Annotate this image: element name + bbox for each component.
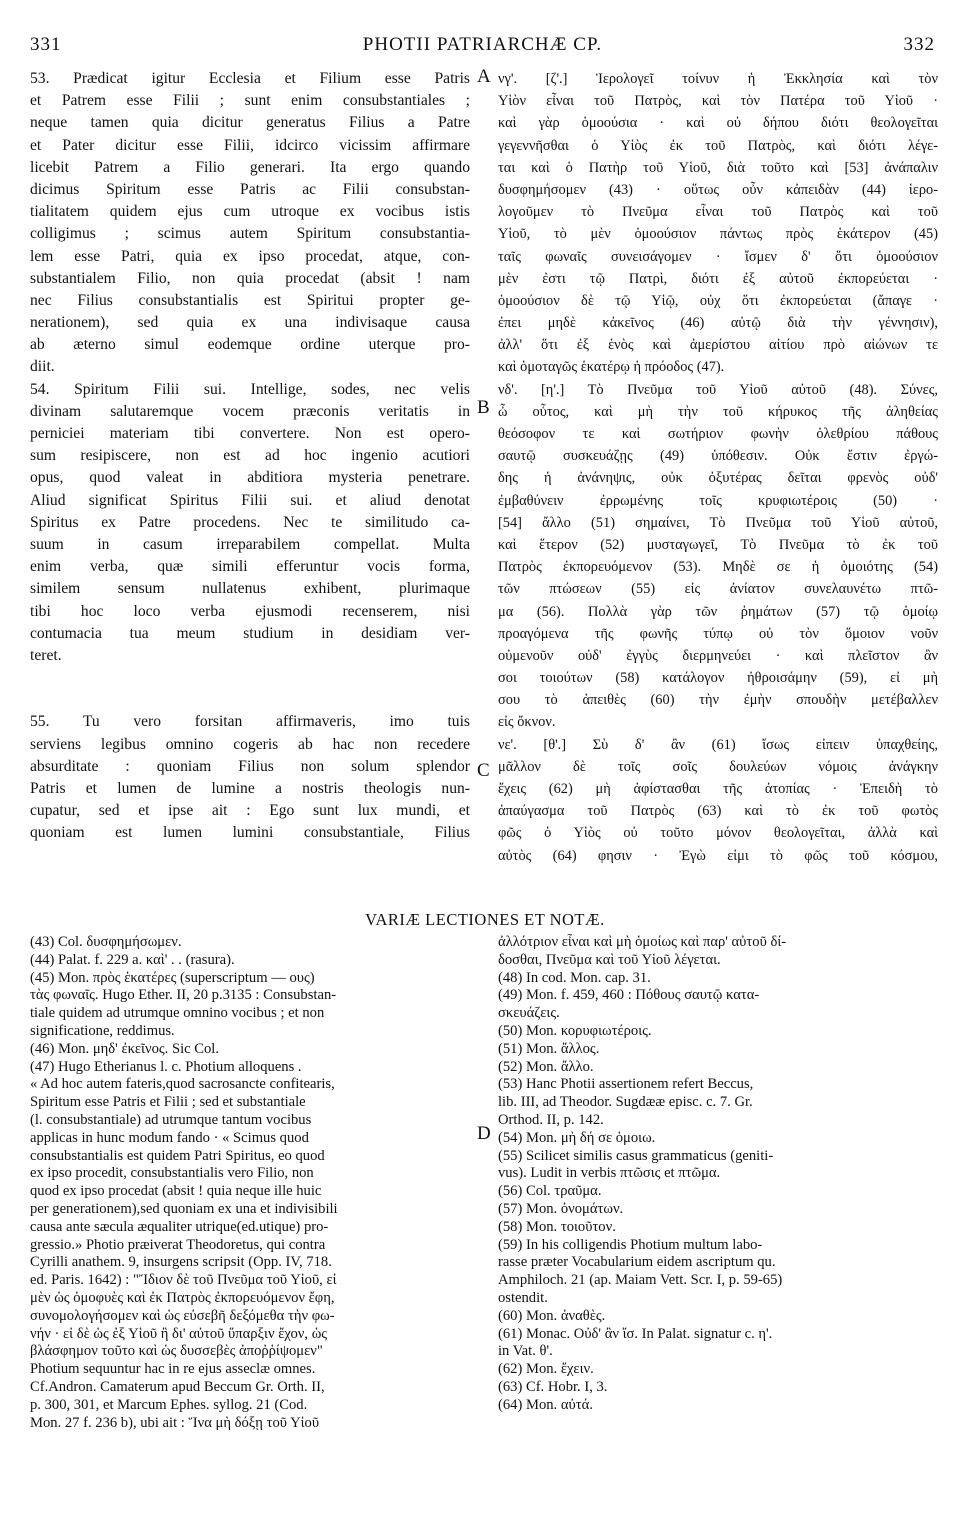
- text-line: neque tamen quia dicitur generatus Filius a Patre: [30, 114, 470, 132]
- text-line: (55) Scilicet similis casus grammaticus (geniti-: [498, 1147, 774, 1164]
- text-line: (51) Mon. ἄλλος.: [498, 1040, 600, 1057]
- text-line: μὲν ἐστι τῷ Πατρὶ, διότι ἐξ αὐτοῦ ἐκπορεύεται ·: [498, 270, 938, 287]
- text-line: ed. Paris. 1642) : "Ἴδιον δὲ τοῦ Πνεῦμα τοῦ Υἱοῦ, εἰ: [30, 1272, 337, 1289]
- text-line: [30, 667, 470, 689]
- text-line: συνομολογήσομεν καὶ ὡς εὐσεβῆ δεξόμεθα τὴν φω-: [30, 1307, 335, 1324]
- text-line: (52) Mon. ἄλλο.: [498, 1058, 594, 1075]
- text-line: opus, quod valeat in abditiora mysteria penetrare.: [30, 469, 470, 487]
- text-line: τῶν πτώσεων (55) εἰς ἀνίατον συνελαυνέτω πτῶ-: [498, 581, 938, 598]
- section-marker-b: B: [477, 397, 490, 418]
- text-line: (62) Mon. ἔχειν.: [498, 1361, 594, 1378]
- text-line: οὐμενοῦν οὐδ' ἐγγὺς διερμηνεύει · καὶ πλεῖστον ἂν: [498, 647, 938, 664]
- section-marker-d: D: [477, 1123, 491, 1144]
- text-line: tialitatem quidem ejus cum utroque ex vocibus istis: [30, 203, 470, 221]
- text-line: ex ipso procedit, consubstantialis vero Filio, non: [30, 1165, 314, 1182]
- text-line: Aliud significat Spiritus Filii sui. et aliud denotat: [30, 491, 470, 509]
- page-number-left: 331: [30, 34, 62, 55]
- text-line: σκευάζεις.: [498, 1005, 560, 1022]
- text-line: lib. III, ad Theodor. Sugdææ episc. c. 7. Gr.: [498, 1094, 753, 1111]
- text-line: καὶ ἕτερον (52) μυσταγωγεῖ, Τὸ Πνεῦμα τὸ ἐκ τοῦ: [498, 536, 938, 553]
- text-line: suum in casum irreparabilem compellat. Multa: [30, 535, 470, 553]
- text-line: serviens legibus omnino cogeris ab hac non recedere: [30, 735, 470, 753]
- text-line: σου τὸ ἀπειθὲς (60) τὴν ἐμὴν σπουδὴν μετέβαλλεν: [498, 692, 938, 709]
- text-line: ταῖς φωναῖς συνεισάγομεν · ἴσμεν δ' ὅτι ὁμοούσιον: [498, 248, 938, 265]
- text-line: [54] ἄλλο (51) σημαίνει, Τὸ Πνεῦμα τοῦ Υἱοῦ αὐτοῦ,: [498, 514, 938, 531]
- text-line: δυσφημήσομεν (43) · οὕτως οὖν κἀπειδὰν (44) ἱερο-: [498, 181, 938, 198]
- text-line: (43) Col. δυσφημήσωμεν.: [30, 934, 182, 950]
- text-line: absurditate : quoniam Filius non solum splendor: [30, 757, 470, 775]
- text-line: (49) Mon. f. 459, 460 : Πόθους σαυτῷ κατα-: [498, 987, 760, 1004]
- text-line: βλάσφημον τοῦτο καὶ ὡς δυσσεβὲς ἀποῤῥίψομεν": [30, 1343, 323, 1360]
- text-line: sum resipiscere, non est ad hoc ingenio acutiori: [30, 447, 470, 465]
- text-line: ὦ οὗτος, καὶ μὴ τὴν τοῦ κήρυκος τῆς ἀληθείας: [498, 403, 938, 420]
- text-line: [30, 689, 470, 711]
- notes-title: VARIÆ LECTIONES ET NOTÆ.: [365, 910, 605, 929]
- section-marker-c: C: [477, 760, 490, 781]
- text-line: προαγόμενα τῆς φωνῆς τύπῳ οὐ τὸν ὅμοιον νοῦν: [498, 625, 938, 642]
- text-line: ostendit.: [498, 1289, 548, 1306]
- text-line: σοι τοιούτων (58) κατάλογον ἠθροισάμην (59), εἰ μὴ: [498, 670, 938, 687]
- text-line: nec Filius consubstantialis est Spiritui propter ge-: [30, 291, 470, 309]
- text-line: licebit Patrem a Filio generari. Ita ergo quando: [30, 158, 470, 176]
- text-line: quod ex ipso procedat (absit ! quia neque ille huic: [30, 1183, 322, 1200]
- text-line: Amphiloch. 21 (ap. Maiam Vett. Scr. I, p. 59-65): [498, 1272, 783, 1289]
- text-line: (60) Mon. ἀναθὲς.: [498, 1307, 606, 1324]
- text-line: αὐτὸς (64) φησιν · Ἐγὼ εἰμι τὸ φῶς τοῦ κόσμου,: [498, 847, 938, 864]
- text-line: (50) Mon. κορυφιωτέροις.: [498, 1022, 652, 1039]
- text-line: ἀλλ' ὅτι ἐξ ἑνὸς καὶ ἀμερίστου αἰτίου πρὸ αἰώνων τε: [498, 337, 938, 354]
- text-line: εἰς ὄκνον.: [498, 714, 556, 731]
- text-line: καὶ γὰρ ὁμοούσια · καὶ οὐ δήπου διότι θεολογεῖται: [498, 115, 938, 132]
- text-line: Spiritum esse Patris et Filii ; sed et substantiale: [30, 1094, 306, 1111]
- text-line: « Ad hoc autem fateris,quod sacrosancte confitearis,: [30, 1076, 335, 1093]
- text-line: (57) Mon. ὀνομάτων.: [498, 1200, 624, 1217]
- text-line: Υἱὸν εἶναι τοῦ Πατρὸς, καὶ τὸν Πατέρα τοῦ Υἱοῦ ·: [498, 93, 938, 110]
- text-line: δοσθαι, Πνεῦμα καὶ τοῦ Υἱοῦ λέγεται.: [498, 951, 721, 968]
- text-line: causa ante sæcula æqualiter utrique(ed.utique) pro-: [30, 1218, 329, 1235]
- text-line: teret.: [30, 646, 62, 664]
- text-line: contumacia tua meum studium in desidiam ver-: [30, 624, 470, 642]
- text-line: Orthod. II, p. 142.: [498, 1111, 604, 1128]
- text-line: (63) Cf. Hobr. I, 3.: [498, 1378, 608, 1395]
- text-line: ἐπει μηδὲ κἀκεῖνος (46) αὐτῷ διὰ τὴν γέννησιν),: [498, 315, 938, 332]
- text-line: gressio.» Photio præiverat Theodoretus, qui contra: [30, 1236, 326, 1253]
- text-line: (59) In his colligendis Photium multum labo-: [498, 1236, 763, 1253]
- text-line: Πατρὸς ἐκπορευόμενον (53). Μηδὲ σε ἡ ὁμοιότης (54): [498, 559, 938, 576]
- text-line: γεγεννῆσθαι ὁ Υἱὸς ἐκ τοῦ Πατρὸς, καὶ διότι λέγε-: [498, 137, 938, 154]
- text-line: applicas in hunc modum fando · « Scimus quod: [30, 1129, 309, 1146]
- text-line: cupatur, sed et ipse ait : Ego sunt lux mundi, et: [30, 802, 470, 820]
- text-line: (61) Monac. Οὐδ' ἂν ἴσ. In Palat. signatur c. η'.: [498, 1325, 773, 1342]
- text-line: (64) Mon. αὐτά.: [498, 1396, 593, 1413]
- text-line: nerationem), sed quia ex una indivisaque causa: [30, 314, 470, 332]
- text-line: μὲν ὡς ὁμοφυὲς καὶ ἐκ Πατρὸς ἐκπορευόμενον ἔφη,: [30, 1289, 335, 1306]
- text-line: καὶ ὁμοταγῶς ἑκατέρῳ ἡ πρόοδος (47).: [498, 359, 725, 376]
- text-line: vus). Ludit in verbis πτῶσις et πτῶμα.: [498, 1165, 721, 1182]
- text-line: p. 300, 301, et Marcum Ephes. syllog. 21 (Cod.: [30, 1396, 308, 1413]
- text-line: et Pater dicitur esse Filii, idcirco vicissim affirmare: [30, 136, 470, 154]
- text-line: ab æterno simul eodemque ordine uterque pro-: [30, 336, 470, 354]
- text-line: 55. Tu vero forsitan affirmaveris, imo tuis: [30, 713, 470, 731]
- text-line: rasse præter Vocabularium eidem ascriptum qu.: [498, 1254, 776, 1271]
- text-line: (l. consubstantiale) ad utrumque tantum vocibus: [30, 1111, 312, 1128]
- text-line: ἐμβαθύνειν ἐρρωμένης τοῖς κρυφιωτέροις (50) ·: [498, 492, 938, 509]
- text-line: (58) Mon. τοιοῦτον.: [498, 1218, 616, 1235]
- text-line: ται καὶ ὁ Πατὴρ τοῦ Υἱοῦ, διὰ τοῦτο καὶ [53] ἀνάπαλιν: [498, 159, 938, 176]
- text-line: νδ'. [η'.] Τὸ Πνεῦμα τοῦ Υἱοῦ αὐτοῦ (48). Σύνες,: [498, 381, 938, 398]
- section-marker-a: A: [477, 66, 491, 87]
- text-line: per generationem),sed quoniam ex una et indivisibili: [30, 1200, 338, 1217]
- text-line: (48) In cod. Mon. cap. 31.: [498, 969, 651, 986]
- text-line: (44) Palat. f. 229 a. καὶ' . . (rasura).: [30, 951, 235, 968]
- running-title: PHOTII PATRIARCHÆ CP.: [362, 34, 603, 55]
- text-line: ὁμοούσιον δὲ τῷ Υἱῷ, οὐχ ὅτι ἐκπορεύεται (ἄπαγε ·: [498, 292, 938, 309]
- text-line: μᾶλλον δὲ τοῖς σοῖς δουλεύων νόμοις ἀνάγκην: [498, 758, 938, 775]
- text-line: νήν · εἰ δὲ ὡς ἐξ Υἱοῦ ἢ δι' αὐτοῦ ὕπαρξιν ἔχον, ὡς: [30, 1325, 328, 1342]
- text-line: Υἱοῦ, τὸ μὲν ὁμοούσιον πάντως πρὸς ἑκάτερον (45): [498, 226, 938, 243]
- text-line: ἔχεις (62) μὴ ἀφίστασθαι τῆς ἀτοπίας · Ἐπειδὴ τὸ: [498, 781, 938, 797]
- text-line: perniciei materiam tibi convertere. Non est opero-: [30, 425, 470, 442]
- text-line: tiale quidem ad utrumque omnino vocibus ; et non: [30, 1005, 325, 1022]
- notes-left-column: [30, 934, 470, 1432]
- text-line: in Vat. θ'.: [498, 1343, 553, 1360]
- text-line: colligimus ; scimus autem Spiritum consubstantia-: [30, 225, 470, 243]
- text-line: νγ'. [ζ'.] Ἱερολογεῖ τοίνυν ἡ Ἐκκλησία καὶ τὸν: [498, 71, 938, 87]
- text-line: σαυτῷ συσκευάζῃς (49) ὑπόθεσιν. Οὐκ ἔστιν ἐργώ-: [498, 448, 938, 465]
- text-line: Patris et lumen de lumine a nostris theologis nun-: [30, 780, 470, 797]
- text-line: tibi hoc loco verba ejusmodi recenserem, nisi: [30, 602, 470, 620]
- page-header: [30, 34, 935, 58]
- text-line: enim verba, quæ simili efferuntur vocis forma,: [30, 558, 470, 576]
- text-line: Spiritus ex Patre procedens. Nec te similitudo ca-: [30, 513, 470, 531]
- text-line: dicimus Spiritum esse Patris ac Filii consubstan-: [30, 180, 470, 198]
- text-line: (56) Col. τραῦμα.: [498, 1183, 602, 1200]
- text-line: λογοῦμεν τὸ Πνεῦμα εἶναι τοῦ Πατρὸς καὶ τοῦ: [498, 204, 938, 221]
- text-line: (47) Hugo Etherianus l. c. Photium alloquens .: [30, 1058, 302, 1075]
- page-number-right: 332: [903, 34, 935, 55]
- text-line: consubstantialis est quidem Patri Spiritus, eo quod: [30, 1147, 325, 1164]
- text-line: ἀλλότριον εἶναι καὶ μὴ ὁμοίως καὶ παρ' αὐτοῦ δί-: [498, 934, 787, 950]
- text-line: et Patrem esse Filii ; sunt enim consubstantiales ;: [30, 92, 470, 110]
- text-line: similem sensum nullatenus exhibent, plurimaque: [30, 580, 470, 598]
- text-line: φῶς ὁ Υἱὸς οὐ τοῦτο μόνον θεολογεῖται, ἀλλὰ καὶ: [498, 825, 938, 842]
- text-line: (46) Mon. μηδ' ἐκεῖνος. Sic Col.: [30, 1040, 219, 1057]
- text-line: Cf.Andron. Camaterum apud Beccum Gr. Orth. II,: [30, 1378, 325, 1395]
- text-line: ἀπαύγασμα τοῦ Πατρὸς (63) καὶ τὸ ἐκ τοῦ φωτὸς: [498, 803, 938, 820]
- text-line: Cyrilli anathem. 9, insurgens scripsit (Opp. IV, 718.: [30, 1254, 332, 1271]
- text-line: Mon. 27 f. 236 b), ubi ait : Ἵνα μὴ δόξῃ τοῦ Υἱοῦ: [30, 1414, 320, 1431]
- text-line: quoniam est lumen lumini consubstantiale, Filius: [30, 824, 470, 842]
- latin-text-column: [30, 68, 470, 845]
- notes-right-column: [498, 934, 938, 1415]
- text-line: substantialem Filio, non quia procedat (absit ! nam: [30, 269, 470, 287]
- text-line: νε'. [θ'.] Σὺ δ' ἂν (61) ἴσως εἰπειν ὑπαχθείης,: [498, 736, 938, 753]
- text-line: (53) Hanc Photii assertionem refert Beccus,: [498, 1076, 754, 1093]
- text-line: τὰς φωναῖς. Hugo Ether. II, 20 p.3135 : Consubstan-: [30, 987, 337, 1004]
- text-line: diit.: [30, 358, 55, 376]
- text-line: μα (56). Πολλὰ γὰρ τῶν ῥημάτων (57) τῷ ὁμοίῳ: [498, 603, 938, 620]
- text-line: Photium sequuntur hac in re ejus asseclæ omnes.: [30, 1361, 316, 1378]
- text-line: θεόσοφον τε καὶ σωτήριον φωνὴν ὀλεθρίου πάθους: [498, 426, 938, 442]
- text-line: (54) Mon. μὴ δή σε ὁμοιω.: [498, 1129, 656, 1146]
- text-line: 54. Spiritum Filii sui. Intellige, sodes, nec velis: [30, 380, 470, 398]
- greek-text-column: [498, 68, 938, 867]
- text-line: 53. Prædicat igitur Ecclesia et Filium esse Patris: [30, 70, 470, 87]
- text-line: significatione, reddimus.: [30, 1022, 175, 1039]
- text-line: (45) Mon. πρὸς ἑκατέρες (superscriptum — ους): [30, 969, 315, 986]
- text-line: divinam salutaremque vocem præconis veritatis in: [30, 402, 470, 420]
- text-line: lem esse Patri, quia ex ipso procedat, atque, con-: [30, 247, 470, 265]
- text-line: δης ἡ ἀνάνηψις, οὐκ ὀξυτέρας δεῖται φρενὸς οὐδ': [498, 470, 938, 487]
